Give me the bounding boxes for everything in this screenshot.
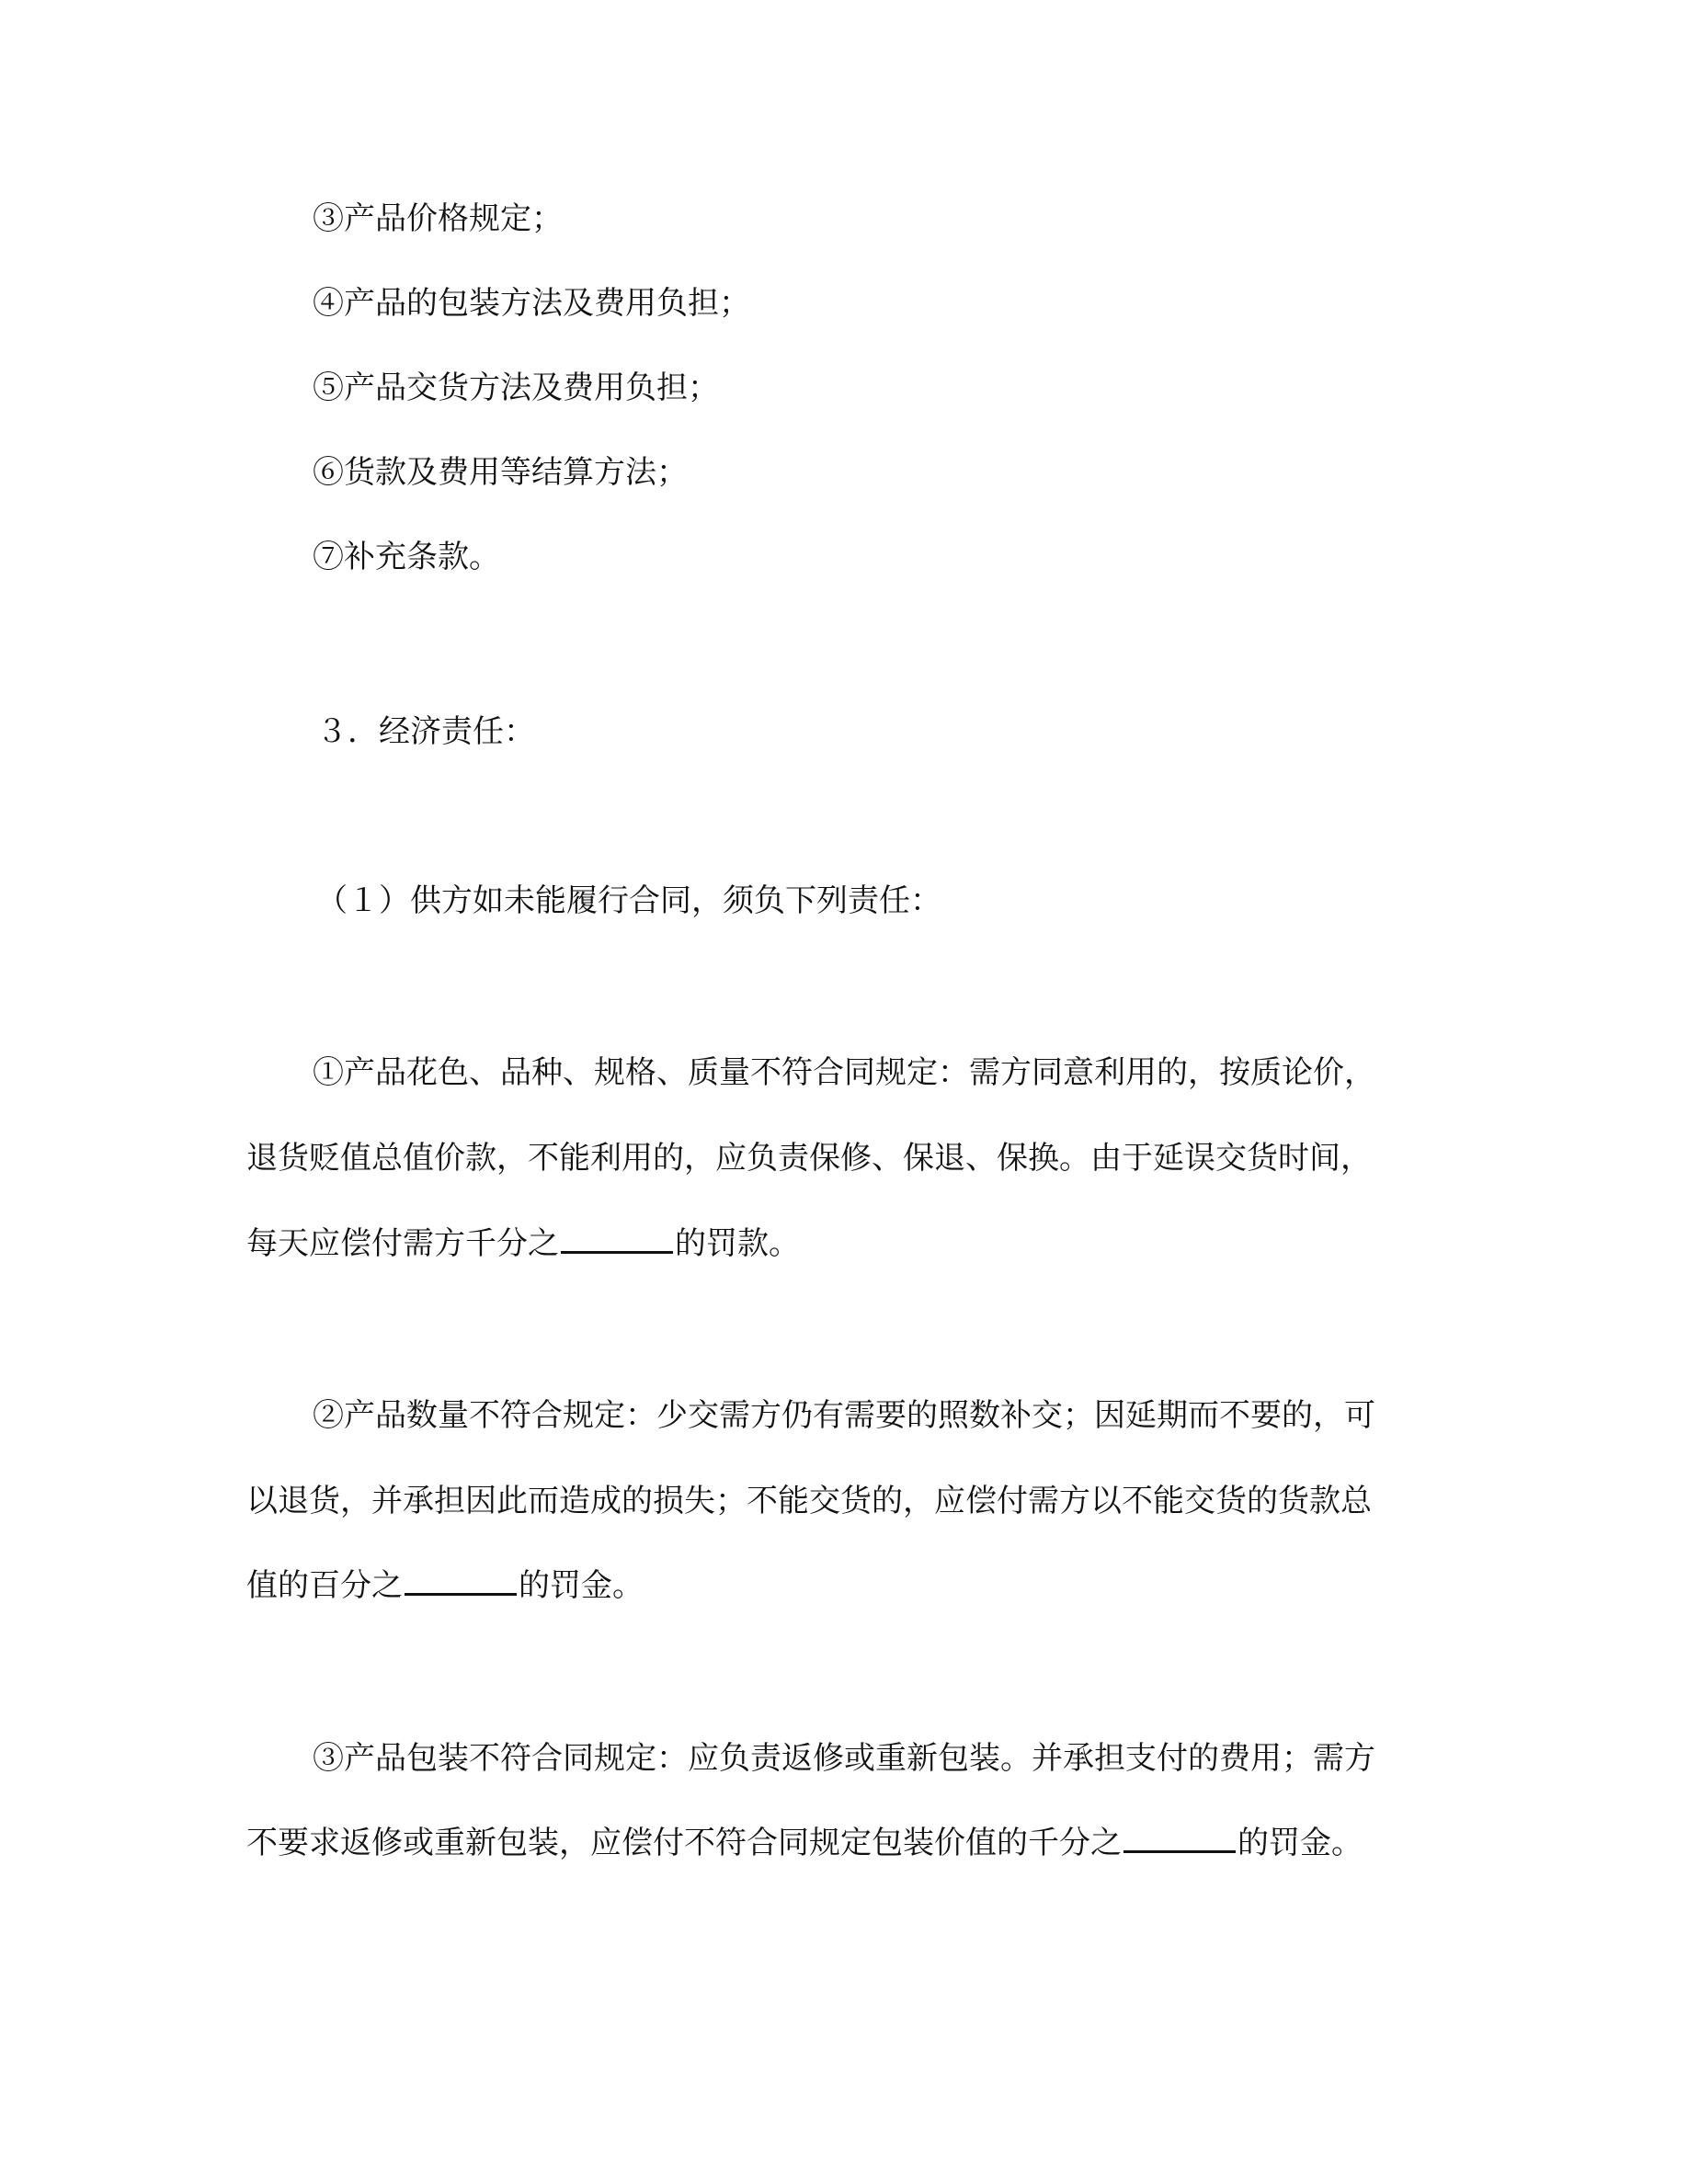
paragraph-3-line-1: ③产品包装不符合同规定：应负责返修或重新包装。并承担支付的费用；需方 <box>313 1740 1375 1777</box>
paragraph-1-line-2: 退货贬值总值价款，不能利用的，应负责保修、保退、保换。由于延误交货时间， <box>246 1140 1372 1177</box>
list-item-supplementary: ⑦补充条款。 <box>313 539 500 575</box>
paragraph-2-line-3 <box>246 1567 644 1604</box>
paragraph-1-line-3 <box>246 1225 800 1262</box>
list-item-delivery: ⑤产品交货方法及费用负担； <box>313 370 719 406</box>
paragraph-1-line-3-text-after: 的罚款。 <box>675 1225 800 1262</box>
paragraph-3-line-2-text-before: 不要求返修或重新包装，应偿付不符合同规定包装价值的千分之 <box>246 1825 1122 1861</box>
paragraph-1-line-1: ①产品花色、品种、规格、质量不符合同规定：需方同意利用的，按质论价， <box>313 1054 1375 1091</box>
paragraph-2-line-3-text-after: 的罚金。 <box>519 1567 644 1604</box>
section-heading-economic-liability: ３．经济责任： <box>316 713 535 750</box>
fill-in-blank <box>405 1569 517 1596</box>
paragraph-2-line-2: 以退货，并承担因此而造成的损失；不能交货的，应偿付需方以不能交货的货款总 <box>246 1483 1372 1519</box>
fill-in-blank <box>561 1227 673 1254</box>
paragraph-3-line-2 <box>246 1825 1363 1861</box>
list-item-packaging: ④产品的包装方法及费用负担； <box>313 285 750 322</box>
paragraph-1-line-3-text-before: 每天应偿付需方千分之 <box>246 1225 559 1262</box>
list-item-settlement: ⑥货款及费用等结算方法； <box>313 454 688 491</box>
paragraph-3-line-2-text-after: 的罚金。 <box>1237 1825 1363 1861</box>
subsection-supplier-liability: （１）供方如未能履行合同，须负下列责任： <box>316 882 941 919</box>
list-item-price: ③产品价格规定； <box>313 200 563 237</box>
fill-in-blank <box>1123 1826 1236 1853</box>
paragraph-2-line-1: ②产品数量不符合规定：少交需方仍有需要的照数补交；因延期而不要的，可 <box>313 1397 1375 1434</box>
paragraph-2-line-3-text-before: 值的百分之 <box>246 1567 403 1604</box>
